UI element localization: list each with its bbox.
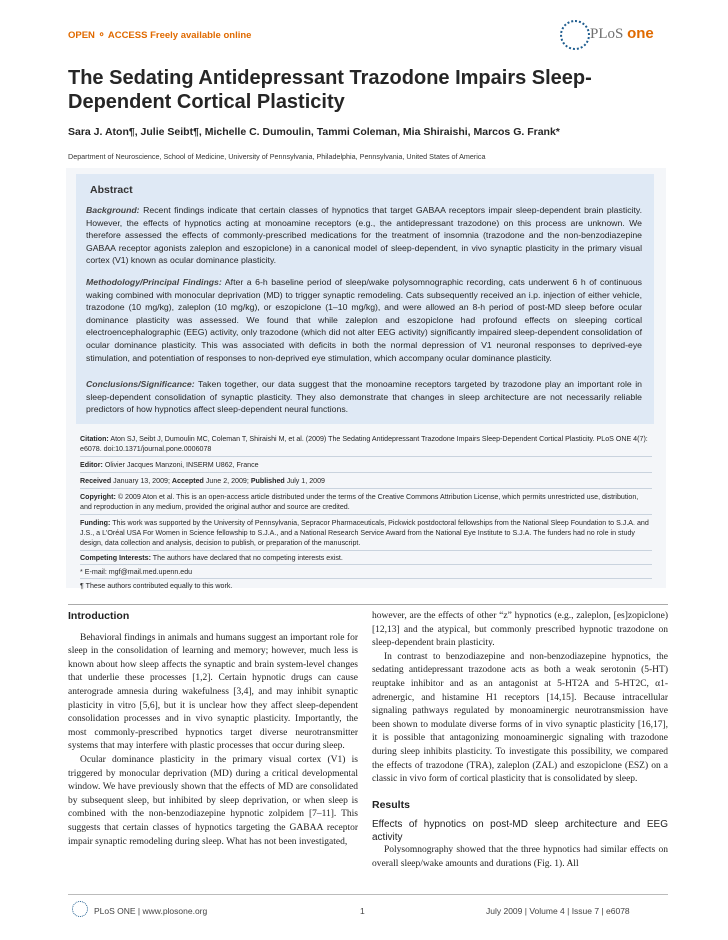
citation-label: Citation: bbox=[80, 435, 109, 443]
accepted-label: Accepted bbox=[171, 477, 204, 485]
results-heading: Results bbox=[372, 798, 410, 811]
left-column bbox=[68, 610, 358, 849]
abstract-conclusions bbox=[86, 378, 642, 416]
competing-label: Competing Interests: bbox=[80, 554, 151, 562]
footer-journal: PLoS ONE | www.plosone.org bbox=[94, 906, 208, 916]
published-date: July 1, 2009 bbox=[286, 477, 325, 485]
divider bbox=[80, 514, 652, 515]
methods-text: After a 6-h baseline period of sleep/wake polysomnographic recording, cats underwent 6 h of continuous waking combined with monocular deprivation (MD) to trigger synaptic remodeling. Cats subsequently received an i.p. injection of either vehicle, trazodone (10 mg/kg), zaleplon (10 mg/kg), or eszopiclone (1–10 mg/kg), and were allowed an 8-h period of post-MD sleep before ocular dominance plasticity was assessed. We found that while zaleplon and eszopiclone had profound effects on sleeping cortical electroencephalographic (EEG) activity, only trazodone (which did not alter EEG activity) significantly impaired sleep-dependent consolidation of ocular dominance plasticity. This was associated with deficits in both the normal depression of V1 neuronal responses to deprived-eye stimulation, and potentiation of responses to non-deprived eye stimulation, which accompany ocular dominance plasticity. bbox=[86, 277, 643, 363]
editor bbox=[80, 460, 652, 470]
funding bbox=[80, 518, 652, 548]
citation bbox=[80, 434, 652, 454]
accepted-date: June 2, 2009; bbox=[205, 477, 249, 485]
plos-seal-icon bbox=[560, 20, 590, 50]
logo-one-text: one bbox=[627, 25, 654, 42]
received-label: Received bbox=[80, 477, 112, 485]
funding-label: Funding: bbox=[80, 519, 111, 527]
published-label: Published bbox=[250, 477, 285, 485]
page-number: 1 bbox=[360, 906, 365, 916]
editor-label: Editor: bbox=[80, 461, 103, 469]
intro-paragraph-1: Behavioral findings in animals and humans suggest an important role for sleep in the consolidation of learning and memory; however, much less is known about how sleep affects the synaptic and brain system-level changes that underlie these processes [1,2]. Certain hypnotic drugs can cause anterograde amnesia during wakefulness [3,4], and may inhibit synaptic plasticity in vitro [5,6], but it is unclear how they affect sleep-dependent consolidation processes and in vivo synaptic plasticity. Importantly, the most commonly-prescribed hypnotics target diverse neurotransmitter systems that may interfere with plastic processes that occur during sleep. bbox=[68, 632, 358, 752]
divider bbox=[80, 550, 652, 551]
footer-issue: July 2009 | Volume 4 | Issue 7 | e6078 bbox=[486, 906, 630, 916]
author-list: Sara J. Aton¶, Julie Seibt¶, Michelle C. Dumoulin, Tammi Coleman, Mia Shiraishi, Marcos G. Frank* bbox=[68, 126, 560, 138]
right-column bbox=[372, 610, 668, 872]
plos-one-logo bbox=[560, 20, 660, 50]
article-title: The Sedating Antidepressant Trazodone Impairs Sleep-Dependent Cortical Plasticity bbox=[68, 67, 592, 113]
footer-rule bbox=[68, 894, 668, 895]
affiliation: Department of Neuroscience, School of Medicine, University of Pennsylvania, Philadelphia, Pennsylvania, United States of America bbox=[68, 152, 486, 161]
competing-interests bbox=[80, 553, 652, 563]
abstract-methods bbox=[86, 276, 642, 364]
footer-plos-seal-icon bbox=[72, 901, 88, 917]
editor-text: Olivier Jacques Manzoni, INSERM U862, France bbox=[104, 461, 259, 469]
intro-paragraph-2: Ocular dominance plasticity in the primary visual cortex (V1) is triggered by monocular deprivation (MD) during a critical developmental window. We have previously shown that the effects of MD are consolidated by subsequent sleep, but inhibited by sleep deprivation, or when sleep is combined with the non-benzodiazepine hypnotic zolpidem [7–11]. This suggests that certain classes of hypnotics targeting the GABAA receptor impair synaptic remodeling during sleep. What has not been investigated, bbox=[68, 754, 358, 847]
divider bbox=[80, 564, 652, 565]
equal-contribution-note: ¶ These authors contributed equally to this work. bbox=[80, 582, 233, 590]
background-text: Recent findings indicate that certain classes of hypnotics that target GABAA receptors impair sleep-dependent brain plasticity. However, the effects of hypnotics acting at monoamine receptors (e.g., the antidepressant trazodone) on this process are unknown. We therefore assessed the effects of commonly-prescribed medications for the treatment of insomnia (trazodone and the non-benzodiazepine GABAA receptor agonists zaleplon and eszopiclone) in a canonical model of sleep-dependent, in vivo synaptic plasticity in the primary visual cortex (V1) known as ocular dominance plasticity. bbox=[86, 205, 642, 266]
results-paragraph-1: Polysomnography showed that the three hypnotics had similar effects on overall sleep/wake amounts and durations (Fig. 1). All bbox=[372, 845, 668, 869]
conclusions-label: Conclusions/Significance: bbox=[86, 379, 195, 389]
received-date: January 13, 2009; bbox=[113, 477, 170, 485]
freely-available-label: Freely available online bbox=[150, 30, 252, 41]
copyright-text: © 2009 Aton et al. This is an open-access article distributed under the terms of the Creative Commons Attribution License, which permits unrestricted use, distribution, and reproduction in any medium, provided the original author and source are credited. bbox=[80, 493, 639, 511]
divider bbox=[80, 456, 652, 457]
dates bbox=[80, 476, 652, 486]
background-label: Background: bbox=[86, 205, 140, 215]
funding-text: This work was supported by the University of Pennsylvania, Sepracor Pharmaceuticals, Pickwick postdoctoral fellowships from the National Sleep Foundation to S.J.A. and J.S., a L'Oréal USA For Women in Science fellowship to S.J.A., and a National Research Service Award from the National Eye Institute to S.J.A. The funders had no role in study design, data collection and analysis, decision to publish, or preparation of the manuscript. bbox=[80, 519, 649, 547]
introduction-heading: Introduction bbox=[68, 610, 130, 622]
competing-text: The authors have declared that no competing interests exist. bbox=[152, 554, 343, 562]
abstract-heading: Abstract bbox=[90, 184, 133, 196]
logo-plos-text: PLoS bbox=[590, 26, 624, 42]
divider bbox=[80, 578, 652, 579]
methods-label: Methodology/Principal Findings: bbox=[86, 277, 222, 287]
open-label: OPEN bbox=[68, 30, 95, 41]
open-access-banner bbox=[68, 30, 251, 41]
divider bbox=[80, 488, 652, 489]
section-rule bbox=[68, 604, 668, 605]
right-paragraph-2: In contrast to benzodiazepine and non-benzodiazepine hypnotics, the sedating antidepressant trazodone acts as both a weak serotonin (5-HT) reuptake inhibitor and as an antagonist at 5-HT2A and 5-HT2C, α1-adrenergic, and histamine H1 receptors [14,15]. Because intracellular signaling pathways regulated by monoaminergic neurotransmission have been shown to modulate diverse forms of in vivo synaptic plasticity [16,17], it is possible that antagonizing monoaminergic signaling with trazodone during sleep inhibits plasticity. To investigate this possibility, we compared the effects of trazodone (TRA), zaleplon (ZAL) and eszopiclone (ESZ) on a classic in vivo form of cortical plasticity that is consolidated by sleep. bbox=[372, 651, 668, 785]
open-access-lock-icon: ⚬ bbox=[97, 30, 106, 41]
citation-text: Aton SJ, Seibt J, Dumoulin MC, Coleman T, Shiraishi M, et al. (2009) The Sedating Antidepressant Trazodone Impairs Sleep-Dependent Cortical Plasticity. PLoS ONE 4(7): e6078. doi:10.1371/journal.pone.0006078 bbox=[80, 435, 648, 453]
divider bbox=[80, 472, 652, 473]
copyright bbox=[80, 492, 652, 512]
results-subheading: Effects of hypnotics on post-MD sleep architecture and EEG activity bbox=[372, 819, 668, 844]
copyright-label: Copyright: bbox=[80, 493, 116, 501]
conclusions-text: Taken together, our data suggest that the monoamine receptors targeted by trazodone play an important role in sleep-dependent consolidation of synaptic plasticity. They also demonstrate that changes in sleep architecture are not necessarily reliable predictors of how hypnotics affect sleep-dependent neural functions. bbox=[86, 379, 642, 415]
abstract-background bbox=[86, 204, 642, 267]
access-label: ACCESS bbox=[107, 30, 148, 41]
right-paragraph-1: however, are the effects of other “z” hypnotics (e.g., zaleplon, [es]zopiclone) [12,13] and the atypical, but commonly prescribed hypnotic trazodone on sleep-dependent brain plasticity. bbox=[372, 611, 668, 649]
corresponding-email: * E-mail: mgf@mail.med.upenn.edu bbox=[80, 568, 193, 576]
